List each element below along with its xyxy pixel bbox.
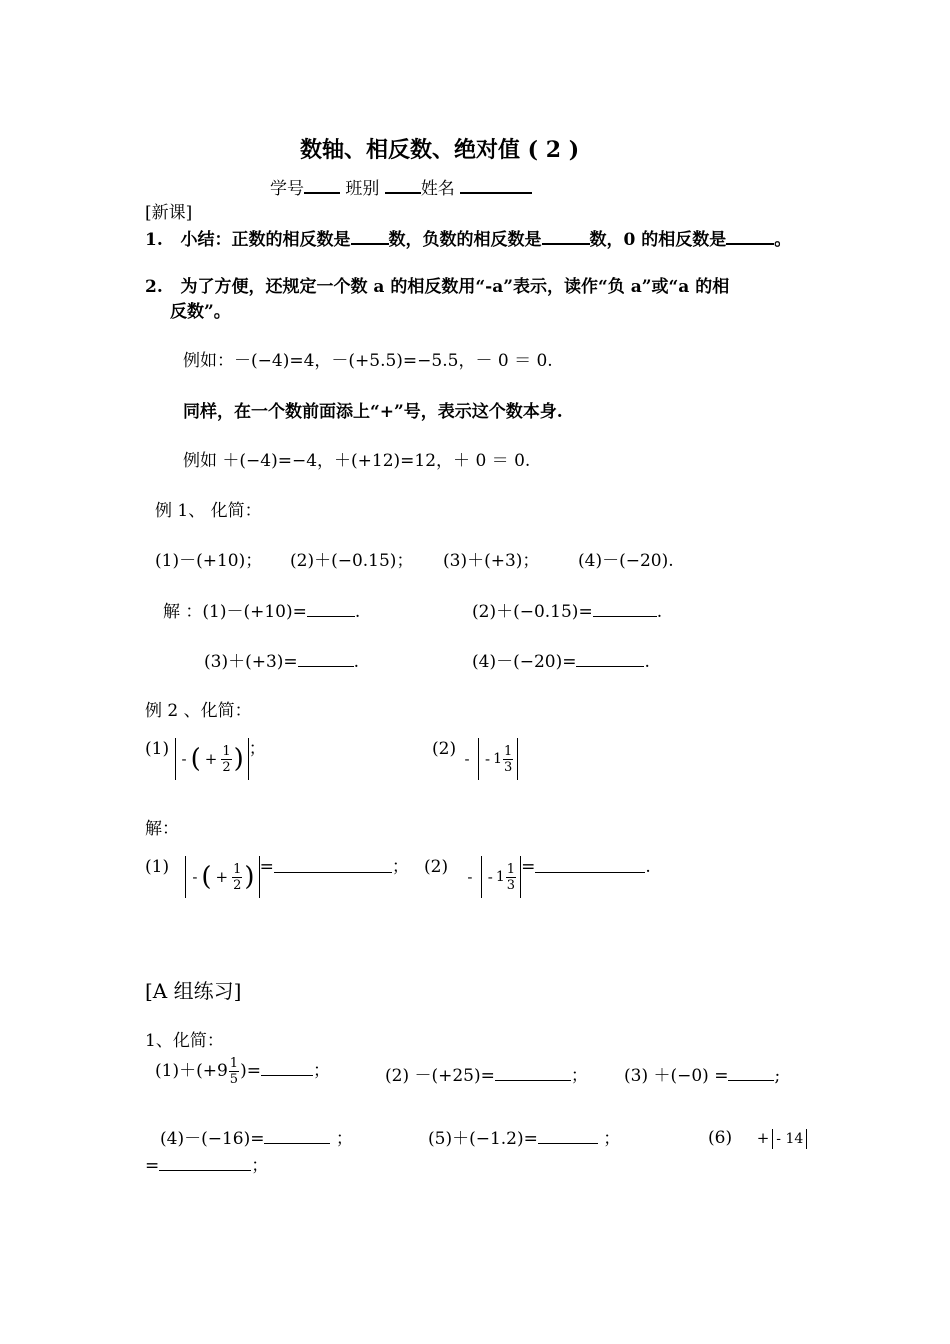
solution-3-expr: (3)＋(+3)= [204,652,298,672]
inner-minus-sign: - [484,750,491,768]
equals-sign: = [259,857,274,877]
q5-text: (5)＋(−1.2)= [428,1129,538,1149]
minus-sign: - [181,750,187,768]
abs-value-expression [175,738,249,780]
q5-blank[interactable] [538,1127,598,1144]
q4-semicolon: ； [335,1129,353,1149]
solution-1-blank[interactable] [307,600,355,617]
q3-blank[interactable] [728,1064,774,1081]
plus-sign: + [204,750,218,768]
example-2-problem-2 [432,738,518,780]
group-a-title: [A 组练习] [145,979,242,1003]
example-1-problem-1: (1)－(+10)； [155,551,263,571]
item-1-zero: 0 [623,230,636,250]
mixed-whole: 1 [495,869,505,885]
item-1-text-e: 。 [774,230,792,250]
item-1-number: 1. [145,230,163,250]
example-1-problem-3: (3)＋(+3)； [443,551,540,571]
item-1-blank-3[interactable] [726,227,774,245]
solution-1-expr: (1)－(+10)= [202,602,307,622]
ex2-solution-1-blank[interactable] [274,856,392,873]
q2-text: (2) －(+25)= [385,1066,495,1086]
q2-semicolon: ； [570,1066,588,1086]
group-a-subtitle: 1、化简： [145,1031,224,1051]
q3-text: (3) ＋(−0) = [624,1066,729,1086]
student-no-label: 学号 [270,179,304,199]
inner-minus-sign: - [487,868,493,886]
ex2-solution-2-blank[interactable] [535,856,645,873]
example-1-solution-3 [204,650,359,673]
open-paren: ( [201,862,212,892]
group-a-question-3 [624,1064,780,1087]
fraction-one-third: $\frac{1}{3}$ [506,861,516,893]
group-a-question-6 [708,1127,807,1149]
solution-4-expr: (4)－(−20)= [472,652,577,672]
fraction-one-half: $\frac{1}{2}$ [222,743,231,775]
close-paren: ) [233,744,244,774]
same-rule-text: 同样，在一个数前面添上“+”号，表示这个数本身. [183,402,563,422]
plus-sign: + [215,868,229,886]
example-1-solution-4 [472,650,650,673]
item-1-text-a: 小结：正数的相反数是 [180,230,351,250]
fraction-one-third: $\frac{1}{3}$ [503,743,513,775]
student-no-blank[interactable] [304,176,340,194]
q4-blank[interactable] [264,1127,330,1144]
item-1-blank-2[interactable] [542,227,590,245]
item-2-line-2: 反数”。 [170,302,231,322]
item-1-text-b: 数，负数的相反数是 [388,230,542,250]
student-info-line [270,176,532,200]
page-title: 数轴、相反数、绝对值 ( 2 ) [300,137,580,163]
q1-blank[interactable] [261,1059,313,1076]
q6-inner-value: - 14 [776,1130,804,1147]
minus-sign: - [192,868,198,886]
item-1-text-c: 数， [589,230,624,250]
ex2-solution-1-label: (1) [145,857,170,877]
class-label: 班别 [345,179,380,199]
ex2-problem-1-label: (1) [145,739,170,759]
group-a-question-5 [428,1127,620,1150]
example-negation: 例如：－(−4)=4，－(+5.5)=−5.5，－ 0 ＝ 0. [183,351,553,371]
q6-equals: = [145,1156,160,1176]
group-a-question-2 [385,1064,588,1087]
example-2-solution-2 [424,856,651,898]
fraction-one-half: $\frac{1}{2}$ [233,861,242,893]
ex2-solution-2-label: (2) [424,857,449,877]
solution-4-blank[interactable] [576,650,644,667]
group-a-question-6-answer [145,1154,268,1177]
ex2-problem-2-label: (2) [432,739,457,759]
example-plus: 例如 ＋(−4)=−4，＋(+12)=12，＋ 0 ＝ 0. [183,451,531,471]
q6-blank[interactable] [159,1154,251,1171]
name-blank[interactable] [460,176,532,194]
example-2-title: 例 2 、化简： [145,701,252,721]
item-1-blank-1[interactable] [351,227,389,245]
close-paren: ) [244,862,255,892]
solution-label: 解 ： [163,602,203,622]
q1-semicolon: ； [312,1061,330,1081]
q2-blank[interactable] [495,1064,571,1081]
example-1-solution-1 [163,600,360,623]
solution-2-expr: (2)＋(−0.15)= [472,602,593,622]
fraction-one-fifth: $\frac{1}{5}$ [229,1056,239,1087]
example-2-solution-label: 解： [145,819,179,839]
solution-2-dot: . [656,602,663,622]
solution-4-dot: . [644,652,650,672]
equals-sign: = [521,857,536,877]
example-1-title: 例 1、 化简： [155,501,262,521]
q4-text: (4)－(−16)= [160,1129,265,1149]
abs-value-mixed-number [478,738,518,780]
example-1-problem-2: (2)＋(−0.15)； [290,551,414,571]
outer-minus-sign: - [467,867,473,886]
item-1-text-d: 的相反数是 [635,230,727,250]
solution-1-dot: . [354,602,361,622]
solution-3-blank[interactable] [298,650,354,667]
q5-semicolon: ； [603,1129,621,1149]
abs-value-expression [185,856,259,898]
example-1-problem-4: (4)－(−20). [578,551,674,571]
group-a-question-4 [160,1127,353,1150]
q6-semicolon: ； [251,1156,269,1176]
ex2-solution-1-semicolon: ； [391,857,409,877]
abs-value-mixed-number [481,856,521,898]
item-2-line-1 [145,276,729,298]
item-1 [145,227,791,251]
q1-text: (1)＋(+9 [155,1061,228,1081]
mixed-whole: 1 [493,751,502,767]
example-2-problem-1 [145,738,266,780]
q3-semicolon: ; [774,1066,781,1086]
class-blank[interactable] [385,176,421,194]
group-a-question-1 [155,1056,330,1087]
q6-plus-sign: + [756,1129,770,1147]
open-paren: ( [190,744,201,774]
name-label: 姓名 [420,179,455,199]
item-2-text-1: 为了方便，还规定一个数 a 的相反数用“-a”表示，读作“负 a”或“a 的相 [180,277,730,297]
q1-text-end: )= [240,1061,261,1081]
outer-minus-sign: - [464,749,470,768]
q6-abs-value [772,1129,807,1149]
example-2-solution-1 [145,856,409,898]
ex2-problem-1-semicolon: ； [248,739,266,759]
q6-label: (6) [708,1128,733,1148]
solution-2-blank[interactable] [593,600,657,617]
solution-3-dot: . [353,652,360,672]
item-2-number: 2. [145,277,163,297]
new-lesson-label: [新课] [145,203,193,223]
example-1-solution-2 [472,600,662,623]
ex2-solution-2-dot: . [645,857,651,877]
